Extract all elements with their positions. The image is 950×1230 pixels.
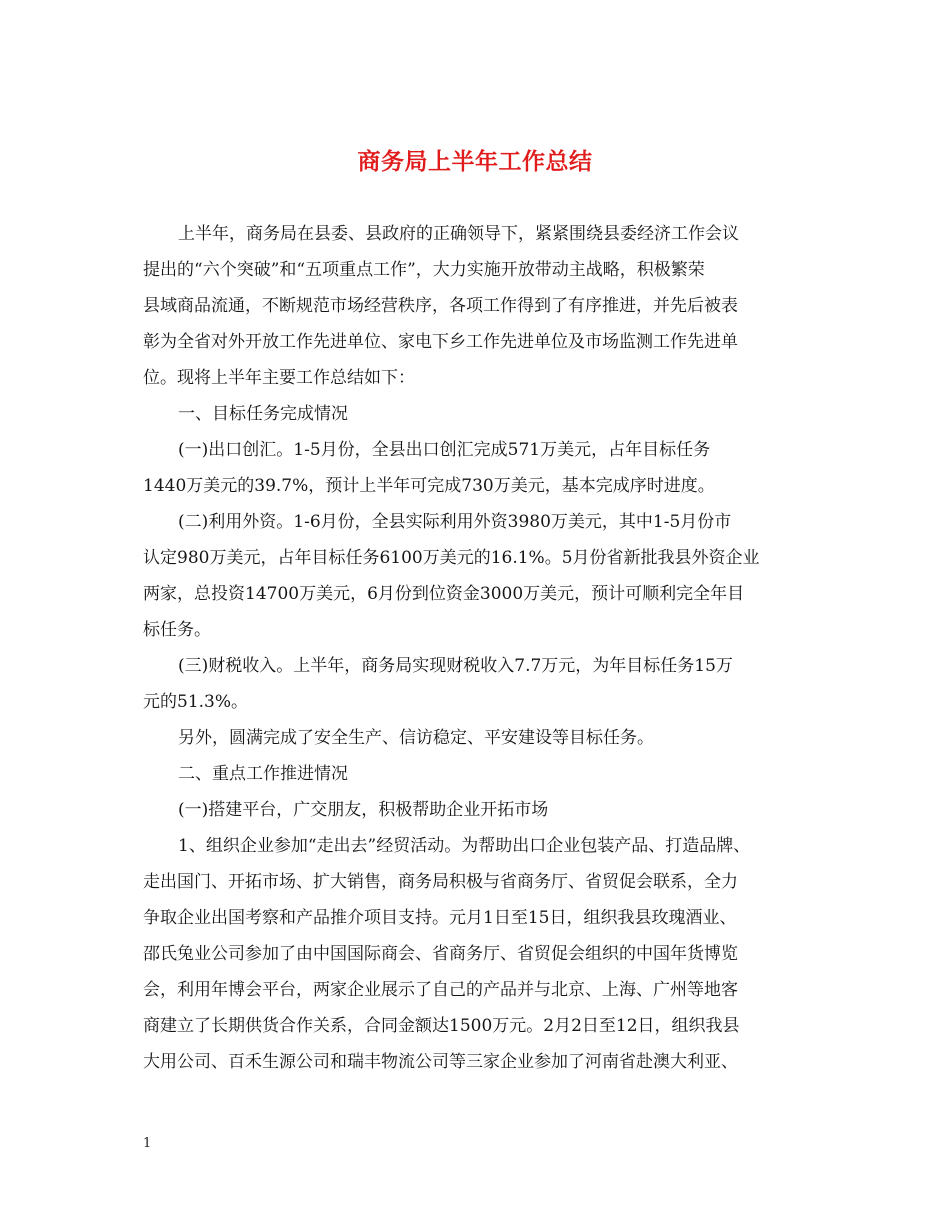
section-heading: 二、重点工作推进情况: [178, 764, 348, 784]
paragraph-line: 上半年，商务局在县委、县政府的正确领导下，紧紧围绕县委经济工作会议: [178, 224, 739, 244]
paragraph-line: 位。现将上半年主要工作总结如下：: [143, 368, 415, 388]
paragraph-line: 商建立了长期供货合作关系，合同金额达1500万元。2月2日至12日，组织我县: [143, 1016, 740, 1036]
page-number: 1: [143, 1136, 152, 1151]
paragraph-line: 提出的“六个突破”和“五项重点工作”，大力实施开放带动主战略，积极繁荣: [143, 260, 705, 280]
paragraph-line: 争取企业出国考察和产品推介项目支持。元月1日至15日，组织我县玫瑰酒业、: [143, 908, 737, 928]
paragraph-line: 另外，圆满完成了安全生产、信访稳定、平安建设等目标任务。: [178, 728, 654, 748]
paragraph-line: 邵氏兔业公司参加了由中国国际商会、省商务厅、省贸促会组织的中国年货博览: [143, 944, 738, 964]
paragraph-line: 彰为全省对外开放工作先进单位、家电下乡工作先进单位及市场监测工作先进单: [143, 332, 738, 352]
paragraph-line: 认定980万美元，占年目标任务6100万美元的16.1%。5月份省新批我县外资企业: [143, 548, 760, 568]
paragraph-line: (一)出口创汇。1-5月份，全县出口创汇完成571万美元，占年目标任务: [178, 440, 711, 460]
paragraph-line: 1、组织企业参加“走出去”经贸活动。为帮助出口企业包装产品、打造品牌、: [178, 836, 751, 856]
section-heading: 一、目标任务完成情况: [178, 404, 348, 424]
paragraph-line: 县域商品流通，不断规范市场经营秩序，各项工作得到了有序推进，并先后被表: [143, 296, 738, 316]
paragraph-line: (三)财税收入。上半年，商务局实现财税收入7.7万元，为年目标任务15万: [178, 656, 733, 676]
document-title: 商务局上半年工作总结: [357, 148, 593, 175]
paragraph-line: (二)利用外资。1-6月份，全县实际利用外资3980万美元，其中1-5月份市: [178, 512, 732, 532]
paragraph-line: 会，利用年博会平台，两家企业展示了自己的产品并与北京、上海、广州等地客: [143, 980, 738, 1000]
paragraph-line: 1440万美元的39.7%，预计上半年可完成730万美元，基本完成序时进度。: [143, 476, 715, 496]
paragraph-line: 元的51.3%。: [143, 692, 249, 712]
subsection-heading: (一)搭建平台，广交朋友，积极帮助企业开拓市场: [178, 800, 549, 820]
paragraph-line: 两家，总投资14700万美元，6月份到位资金3000万美元，预计可顺利完全年目: [143, 584, 745, 604]
paragraph-line: 走出国门、开拓市场、扩大销售，商务局积极与省商务厅、省贸促会联系，全力: [143, 872, 738, 892]
paragraph-line: 大用公司、百禾生源公司和瑞丰物流公司等三家企业参加了河南省赴澳大利亚、: [143, 1052, 738, 1072]
paragraph-line: 标任务。: [143, 620, 211, 640]
